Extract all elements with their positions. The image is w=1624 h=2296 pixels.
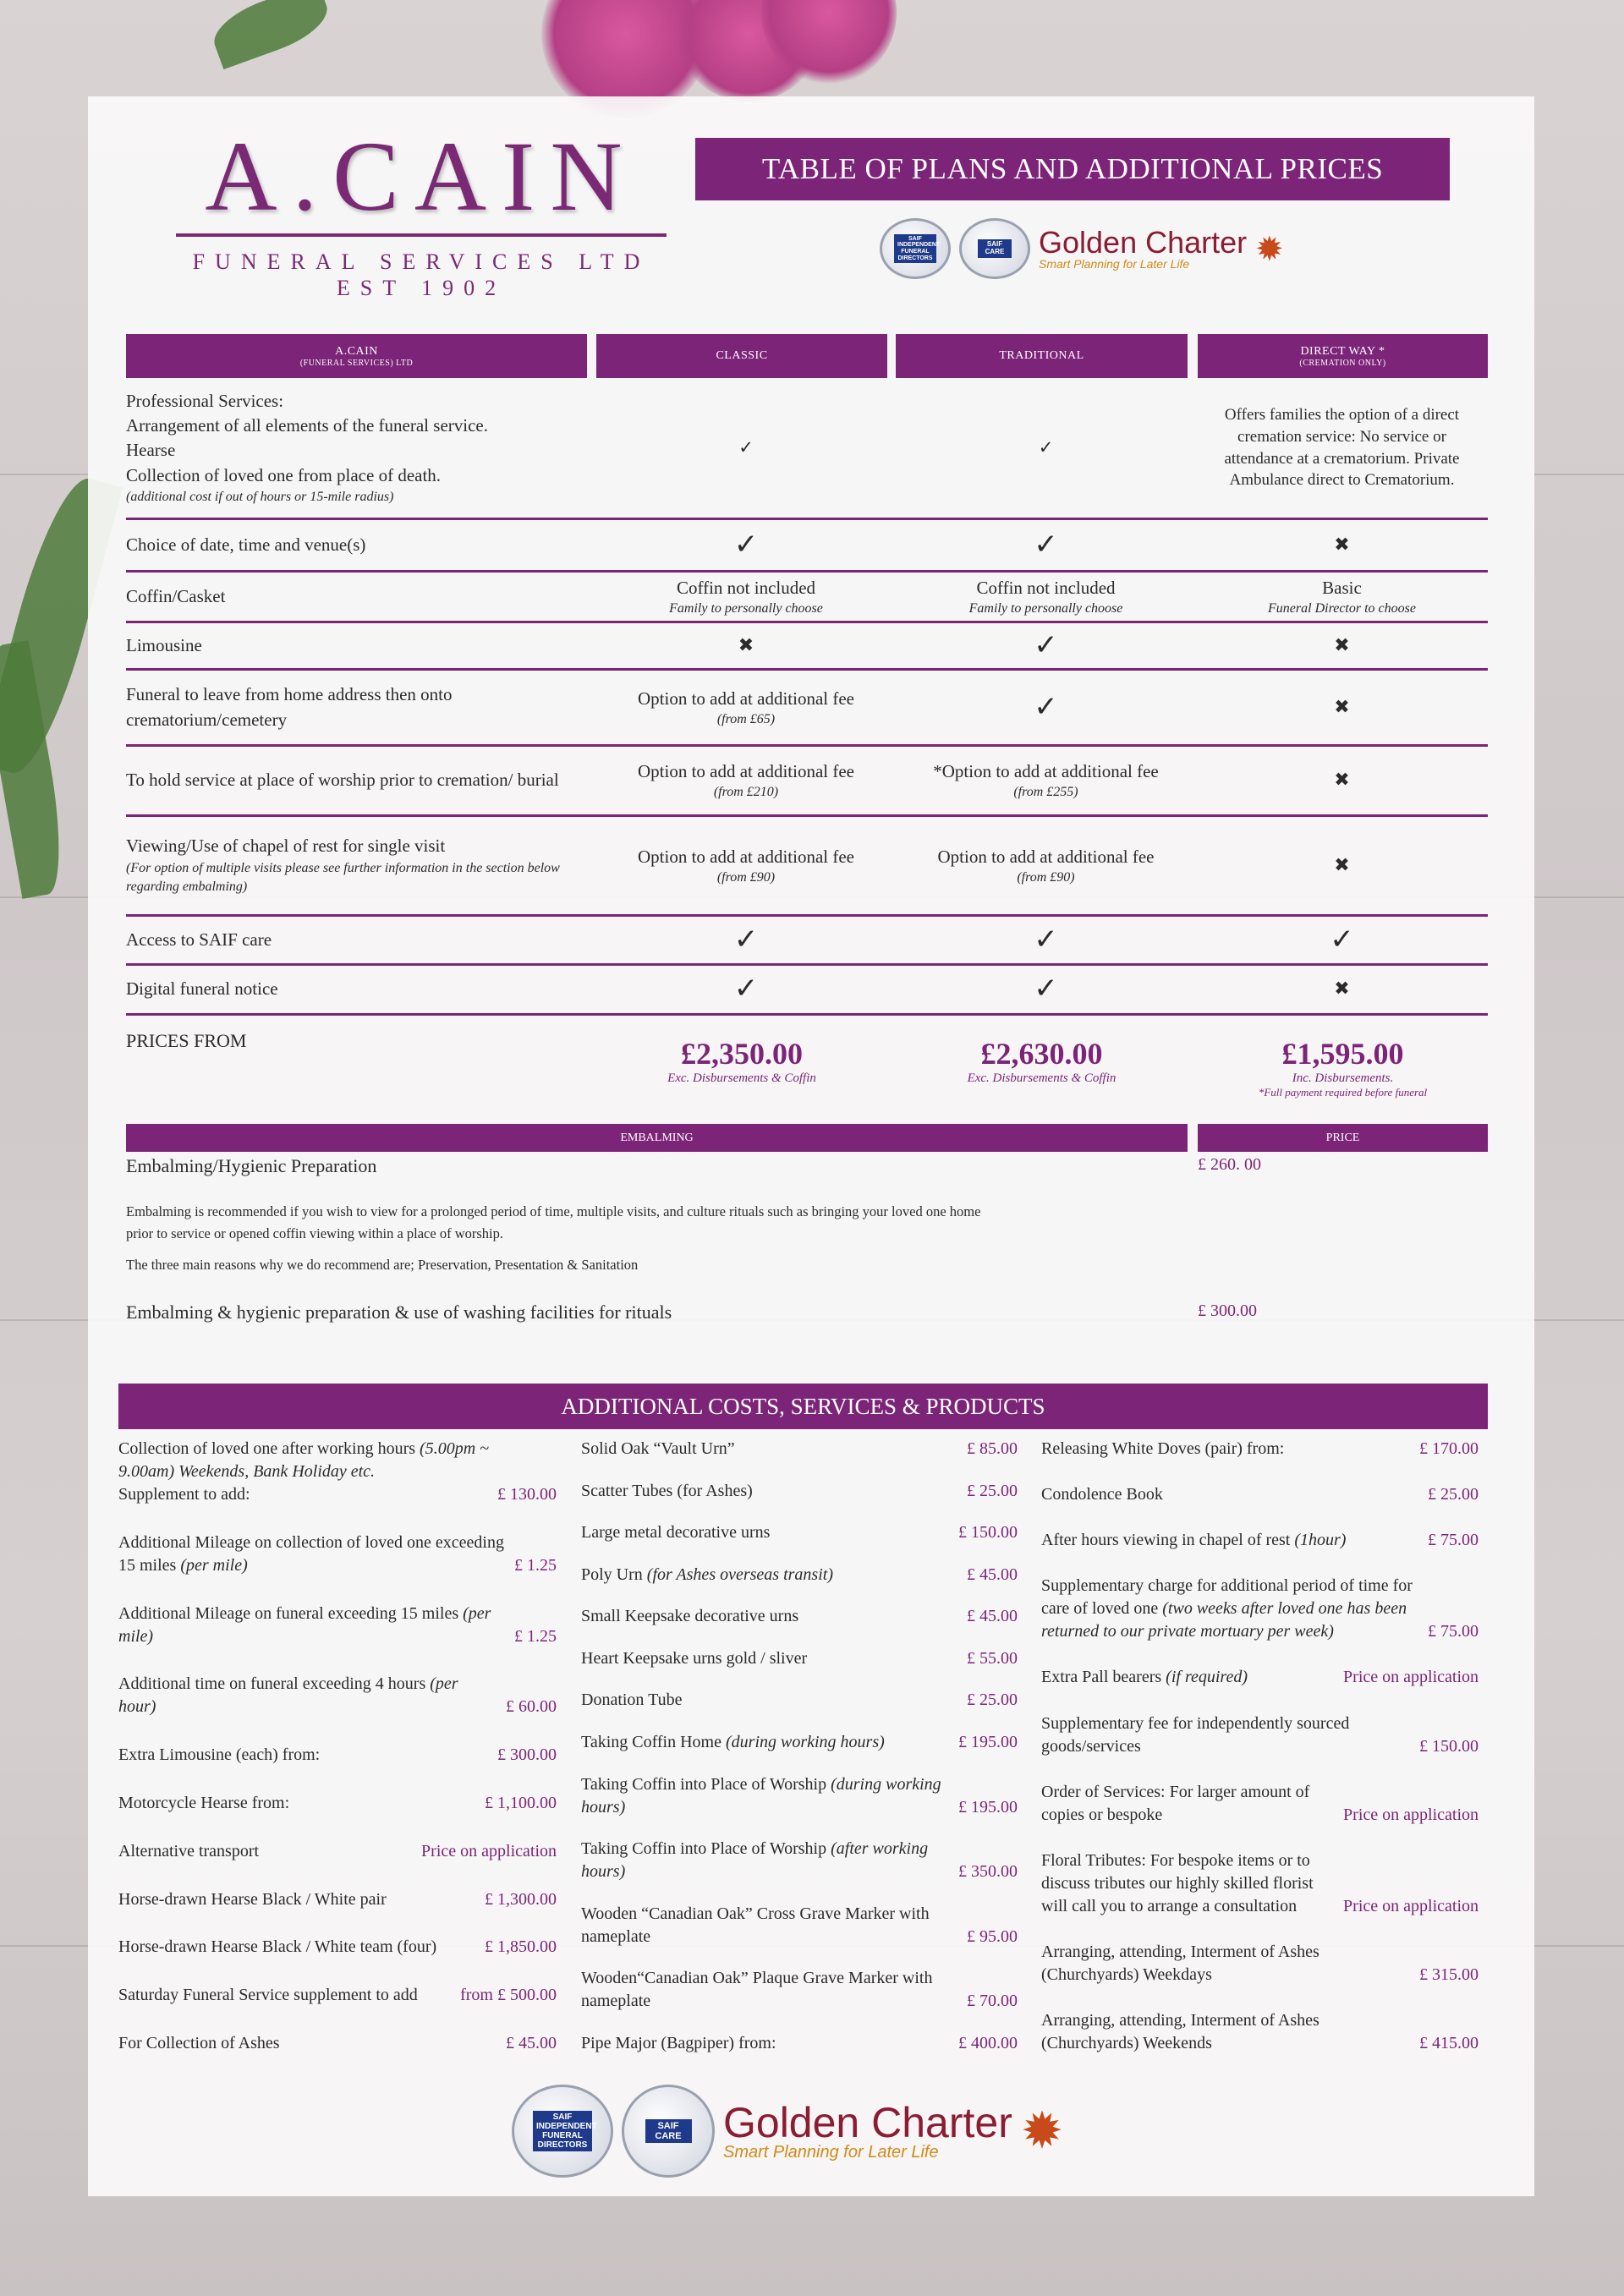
additional-item: Solid Oak “Vault Urn” £ 85.00	[581, 1438, 1018, 1460]
row-label: Professional Services: Arrangement of all elements of the funeral service. Hearse Collection of loved one from place of death. (additional cost if out of hours or 15-mile radius)	[126, 390, 488, 505]
item-price: £ 1,100.00	[485, 1793, 557, 1812]
cross-icon: ✖	[1334, 854, 1350, 876]
plan-row	[126, 747, 1488, 817]
item-price: £ 130.00	[497, 1485, 557, 1504]
embalming-washing-price: £ 300.00	[1198, 1301, 1257, 1320]
item-price: £ 45.00	[506, 2033, 557, 2052]
additional-item: Floral Tributes: For bespoke items or to discuss tributes our highly skilled florist will call you to arrange a consultation Price on application	[1041, 1849, 1479, 1918]
logo-established: EST 1902	[336, 276, 507, 301]
plan-cell-classic: Option to add at additional fee (from £210)	[637, 761, 854, 800]
check-icon: ✓	[738, 437, 754, 458]
check-icon: ✓	[1038, 437, 1054, 458]
item-price: £ 1.25	[514, 1626, 557, 1646]
item-price: £ 315.00	[1419, 1964, 1479, 1984]
item-price: £ 25.00	[967, 1690, 1018, 1710]
item-price: Price on application	[421, 1841, 557, 1860]
saif-logo: SAIF INDEPENDENT FUNERAL DIRECTORS	[512, 2085, 613, 2178]
embalming-reasons: The three main reasons why we do recommend are; Preservation, Presentation & Sanitation	[126, 1257, 639, 1273]
check-icon: ✓	[1330, 922, 1354, 956]
row-label: Choice of date, time and venue(s)	[126, 534, 366, 555]
item-price: £ 75.00	[1428, 1531, 1479, 1550]
partner-logos-top	[880, 218, 1284, 279]
additional-item: Additional time on funeral exceeding 4 hours (per hour) £ 60.00	[118, 1673, 557, 1718]
page-title: TABLE OF PLANS AND ADDITIONAL PRICES	[695, 138, 1450, 200]
additional-item: Horse-drawn Hearse Black / White pair £ 1,300.00	[118, 1888, 557, 1911]
check-icon: ✓	[1034, 627, 1058, 662]
plan-cell-traditional: Coffin not included Family to personally choose	[968, 577, 1123, 616]
header-classic: CLASSIC	[596, 334, 887, 378]
cross-icon: ✖	[1334, 696, 1350, 718]
item-price: £ 85.00	[967, 1439, 1018, 1458]
additional-item: Saturday Funeral Service supplement to add from £ 500.00	[118, 1984, 557, 2007]
item-price: £ 195.00	[958, 1733, 1018, 1752]
item-price: Price on application	[1343, 1896, 1479, 1915]
logo-rule	[176, 233, 667, 237]
plan-price: £2,350.00 Exc. Disbursements & Coffin	[667, 1037, 816, 1085]
additional-item: Order of Services: For larger amount of copies or bespoke Price on application	[1041, 1781, 1479, 1827]
check-icon: ✓	[1034, 527, 1058, 562]
item-price: Price on application	[1343, 1668, 1479, 1687]
additional-item: Motorcycle Hearse from: £ 1,100.00	[118, 1792, 557, 1815]
check-icon: ✓	[733, 527, 759, 562]
item-price: £ 25.00	[967, 1481, 1018, 1500]
additional-item: Wooden“Canadian Oak” Plaque Grave Marker with nameplate £ 70.00	[581, 1967, 1018, 2013]
item-price: £ 300.00	[497, 1745, 557, 1765]
plan-row-professional-services	[126, 378, 1488, 520]
row-label: Funeral to leave from home address then onto crematorium/cemetery	[126, 684, 453, 730]
item-price: £ 25.00	[1428, 1485, 1479, 1504]
row-label: Viewing/Use of chapel of rest for single visit (For option of multiple visits please see further information in the section below regarding embalming)	[126, 836, 560, 895]
additional-item: Alternative transport Price on application	[118, 1840, 557, 1863]
check-icon: ✓	[1034, 922, 1058, 956]
additional-column-2	[581, 1438, 1018, 2055]
row-label: Coffin/Casket	[126, 585, 226, 606]
additional-item: Donation Tube £ 25.00	[581, 1689, 1018, 1712]
additional-costs-header: ADDITIONAL COSTS, SERVICES & PRODUCTS	[118, 1384, 1488, 1429]
price-header: PRICE	[1198, 1124, 1488, 1152]
logo-text: A.CAIN	[205, 121, 638, 232]
additional-item: Horse-drawn Hearse Black / White team (four) £ 1,850.00	[118, 1936, 557, 1959]
logo-subtitle: FUNERAL SERVICES LTD	[192, 249, 650, 274]
row-label: To hold service at place of worship prior to cremation/ burial	[126, 770, 559, 791]
item-price: Price on application	[1343, 1805, 1479, 1824]
additional-column-3	[1041, 1438, 1479, 2055]
item-price: from £ 500.00	[460, 1986, 557, 2005]
row-label: Limousine	[126, 634, 202, 655]
additional-item: Collection of loved one after working hours (5.00pm ~ 9.00am) Weekends, Bank Holiday etc. Supplement to add: £ 130.00	[118, 1438, 557, 1506]
check-icon: ✓	[733, 972, 759, 1006]
item-price: £ 415.00	[1419, 2033, 1479, 2052]
item-price: £ 150.00	[958, 1523, 1018, 1543]
plan-row	[126, 817, 1488, 917]
saif-care-logo: SAIF CARE	[959, 218, 1030, 279]
item-price: £ 1,850.00	[485, 1937, 557, 1957]
plan-cell-classic: Option to add at additional fee (from £90)	[637, 846, 854, 885]
additional-item: Wooden “Canadian Oak” Cross Grave Marker with nameplate £ 95.00	[581, 1903, 1018, 1948]
item-price: £ 1.25	[514, 1555, 557, 1575]
item-price: £ 55.00	[967, 1648, 1018, 1668]
item-price: £ 70.00	[967, 1992, 1018, 2011]
item-price: £ 1,300.00	[485, 1889, 557, 1909]
item-price: £ 95.00	[967, 1926, 1018, 1946]
embalming-price: £ 260. 00	[1198, 1155, 1261, 1174]
item-price: £ 150.00	[1419, 1736, 1479, 1756]
plan-row	[126, 917, 1488, 966]
saif-care-logo: SAIF CARE	[622, 2085, 715, 2178]
additional-column-1	[118, 1438, 557, 2055]
additional-item: Taking Coffin into Place of Worship (during working hours) £ 195.00	[581, 1773, 1018, 1819]
additional-item: Supplementary fee for independently sourced goods/services £ 150.00	[1041, 1712, 1479, 1758]
plan-row	[126, 573, 1488, 623]
additional-item: Large metal decorative urns £ 150.00	[581, 1521, 1018, 1544]
plan-row	[126, 966, 1488, 1016]
header-traditional: TRADITIONAL	[896, 334, 1188, 378]
plan-cell-direct: Basic Funeral Director to choose	[1268, 577, 1416, 616]
additional-item: Releasing White Doves (pair) from: £ 170.00	[1041, 1438, 1479, 1460]
embalming-item: Embalming/Hygienic Preparation	[126, 1155, 377, 1176]
plan-row	[126, 671, 1488, 747]
check-icon: ✓	[1034, 689, 1058, 724]
golden-charter-logo: Golden Charter Smart Planning for Later Life	[723, 2099, 1012, 2162]
row-label: Access to SAIF care	[126, 929, 272, 950]
plan-row	[126, 520, 1488, 573]
direct-way-description: Offers families the option of a direct cremation service: No service or attendance at a crematorium. Private Ambulance direct to Crematorium.	[1224, 406, 1460, 490]
plan-cell-classic: Coffin not included Family to personally choose	[669, 577, 823, 616]
additional-item: Small Keepsake decorative urns £ 45.00	[581, 1605, 1018, 1628]
additional-item: After hours viewing in chapel of rest (1hour) £ 75.00	[1041, 1529, 1479, 1552]
partner-logos-bottom	[512, 2085, 1063, 2178]
cross-icon: ✖	[1334, 978, 1350, 1000]
item-price: £ 60.00	[506, 1697, 557, 1717]
row-label: Digital funeral notice	[126, 978, 278, 1000]
leaf-decoration	[206, 0, 335, 69]
item-price: £ 75.00	[1428, 1622, 1479, 1641]
cross-icon: ✖	[738, 634, 754, 656]
header-acain: A.CAIN (FUNERAL SERVICES) LTD	[126, 334, 587, 378]
embalming-washing-item: Embalming & hygienic preparation & use of washing facilities for rituals	[126, 1301, 672, 1323]
cross-icon: ✖	[1334, 634, 1350, 656]
golden-charter-logo: Golden Charter Smart Planning for Later Life	[1039, 225, 1248, 271]
additional-item: Additional Mileage on funeral exceeding 15 miles (per mile) £ 1.25	[118, 1603, 557, 1648]
plan-row	[126, 623, 1488, 671]
maple-leaf-icon: ✹	[1255, 229, 1284, 268]
additional-item: Taking Coffin into Place of Worship (after working hours) £ 350.00	[581, 1838, 1018, 1883]
additional-item: Arranging, attending, Interment of Ashes (Churchyards) Weekends £ 415.00	[1041, 2009, 1479, 2055]
item-price: £ 45.00	[967, 1564, 1018, 1584]
item-price: £ 195.00	[958, 1797, 1018, 1817]
additional-item: Additional Mileage on collection of loved one exceeding 15 miles (per mile) £ 1.25	[118, 1532, 557, 1577]
additional-item: Extra Pall bearers (if required) Price on application	[1041, 1666, 1479, 1689]
plan-price: £2,630.00 Exc. Disbursements & Coffin	[967, 1037, 1116, 1085]
plan-price: £1,595.00 Inc. Disbursements. *Full payment required before funeral	[1258, 1037, 1428, 1099]
cross-icon: ✖	[1334, 770, 1350, 792]
check-icon: ✓	[733, 922, 759, 956]
additional-item: Extra Limousine (each) from: £ 300.00	[118, 1744, 557, 1767]
plan-cell-classic: Option to add at additional fee (from £65)	[637, 688, 854, 726]
cross-icon: ✖	[1334, 534, 1350, 556]
plan-cell-traditional: Option to add at additional fee (from £90)	[937, 846, 1155, 885]
additional-item: Arranging, attending, Interment of Ashes (Churchyards) Weekdays £ 315.00	[1041, 1941, 1479, 1986]
additional-item: For Collection of Ashes £ 45.00	[118, 2032, 557, 2055]
item-price: £ 350.00	[958, 1862, 1018, 1882]
item-price: £ 45.00	[967, 1607, 1018, 1626]
additional-item: Scatter Tubes (for Ashes) £ 25.00	[581, 1480, 1018, 1503]
acain-logo	[176, 121, 667, 301]
check-icon: ✓	[1034, 972, 1058, 1006]
additional-item: Poly Urn (for Ashes overseas transit) £ 45.00	[581, 1564, 1018, 1586]
plan-cell-traditional: *Option to add at additional fee (from £255)	[933, 761, 1159, 800]
header-direct-way: DIRECT WAY * (CREMATION ONLY)	[1198, 334, 1488, 378]
embalming-header: EMBALMING	[126, 1124, 1188, 1152]
additional-item: Heart Keepsake urns gold / sliver £ 55.00	[581, 1647, 1018, 1670]
additional-item: Supplementary charge for additional period of time for care of loved one (two weeks after loved one has been returned to our private mortuary per week) £ 75.00	[1041, 1575, 1479, 1643]
embalming-description: Embalming is recommended if you wish to view for a prolonged period of time, multiple visits, and culture rituals such as bringing your loved one home prior to service or opened coffin viewing within a place of worship.	[126, 1203, 981, 1242]
saif-logo: SAIF INDEPENDENT FUNERAL DIRECTORS	[880, 218, 951, 279]
item-price: £ 170.00	[1419, 1439, 1479, 1458]
additional-item: Taking Coffin Home (during working hours) £ 195.00	[581, 1731, 1018, 1754]
prices-from-label: PRICES FROM	[126, 1030, 247, 1051]
item-price: £ 400.00	[958, 2033, 1018, 2052]
maple-leaf-icon: ✹	[1020, 2103, 1064, 2159]
additional-item: Pipe Major (Bagpiper) from: £ 400.00	[581, 2032, 1018, 2055]
additional-item: Condolence Book £ 25.00	[1041, 1483, 1479, 1506]
